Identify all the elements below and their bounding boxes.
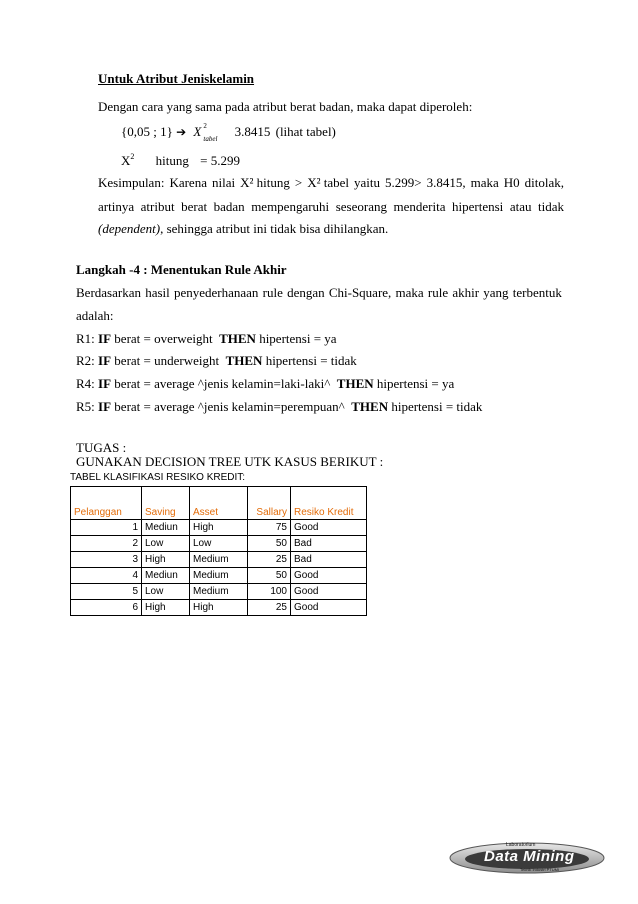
cell-pelanggan: 6 <box>71 600 142 616</box>
cell-asset: Medium <box>190 568 248 584</box>
cell-saving: High <box>142 552 190 568</box>
chi-square-symbol: X 2 tabel <box>193 122 218 143</box>
table-header-row <box>71 487 367 520</box>
cell-pelanggan: 2 <box>71 536 142 552</box>
header-pelanggan: Pelanggan <box>71 487 142 520</box>
cell-resiko: Good <box>291 600 367 616</box>
cell-sallary: 100 <box>248 584 291 600</box>
intro-text: Dengan cara yang sama pada atribut berat badan, maka dapat diperoleh: <box>98 99 473 114</box>
cell-resiko: Good <box>291 520 367 536</box>
logo-bottom-text: Teknik Industri PTUMI <box>520 867 560 872</box>
significance-set: {0,05 ; 1} <box>121 124 173 139</box>
cell-asset: High <box>190 600 248 616</box>
chi-hitung-line: $X^2$ hitung = 5.299 <box>121 152 240 168</box>
cell-resiko: Good <box>291 568 367 584</box>
tugas-subtitle: GUNAKAN DECISION TREE UTK KASUS BERIKUT : <box>76 454 384 469</box>
cell-asset: High <box>190 520 248 536</box>
rule-r1: R1: IF berat = overweight THEN hipertensi = ya <box>76 331 337 346</box>
cell-saving: High <box>142 600 190 616</box>
table-row <box>71 600 367 616</box>
table-row <box>71 568 367 584</box>
cell-resiko: Bad <box>291 552 367 568</box>
data-mining-lab-logo <box>448 840 606 876</box>
cell-sallary: 25 <box>248 600 291 616</box>
tugas-title: TUGAS : <box>76 440 127 455</box>
cell-saving: Mediun <box>142 520 190 536</box>
logo-top-text: Laboratorium <box>506 842 536 848</box>
langkah-title: Langkah -4 : Menentukan Rule Akhir <box>76 262 287 277</box>
cell-sallary: 50 <box>248 536 291 552</box>
chi-table-value: 3.8415 <box>234 124 271 139</box>
cell-saving: Low <box>142 584 190 600</box>
chi-hitung-label: hitung <box>155 153 189 168</box>
table-row <box>71 584 367 600</box>
cell-resiko: Good <box>291 584 367 600</box>
berdasarkan-line: Berdasarkan hasil penyederhanaan rule dengan Chi-Square, maka rule akhir yang terbentuk <box>76 285 562 300</box>
table-row <box>71 520 367 536</box>
kesimpulan-line: Kesimpulan: Karena nilai X² hitung > X² tabel yaitu 5.299> 3.8415, maka H0 ditolak, <box>98 175 564 190</box>
dependent-line: (dependent), sehingga atribut ini tidak bisa dihilangkan. <box>98 221 389 236</box>
cell-saving: Low <box>142 536 190 552</box>
header-sallary: Sallary <box>248 487 291 520</box>
credit-risk-table <box>70 486 367 616</box>
arrow-right-icon: ➔ <box>176 125 187 139</box>
table-row <box>71 552 367 568</box>
rule-r4: R4: IF berat = average ^jenis kelamin=laki-laki^ THEN hipertensi = ya <box>76 376 455 391</box>
rule-r5: R5: IF berat = average ^jenis kelamin=perempuan^ THEN hipertensi = tidak <box>76 399 483 414</box>
header-asset: Asset <box>190 487 248 520</box>
header-saving: Saving <box>142 487 190 520</box>
chi-hitung-value: = 5.299 <box>200 153 240 168</box>
adalah-text: adalah: <box>76 308 114 323</box>
cell-sallary: 25 <box>248 552 291 568</box>
artinya-line: artinya atribut berat badan mempengaruhi seseorang menderita hipertensi atau tidak <box>98 199 564 214</box>
cell-asset: Low <box>190 536 248 552</box>
cell-asset: Medium <box>190 552 248 568</box>
cell-asset: Medium <box>190 584 248 600</box>
cell-resiko: Bad <box>291 536 367 552</box>
rule-r2: R2: IF berat = underweight THEN hipertensi = tidak <box>76 353 357 368</box>
cell-pelanggan: 1 <box>71 520 142 536</box>
cell-pelanggan: 4 <box>71 568 142 584</box>
table-title: TABEL KLASIFIKASI RESIKO KREDIT: <box>70 472 246 483</box>
logo-main-text: Data Mining <box>484 848 575 865</box>
header-resiko-kredit: Resiko Kredit <box>291 487 367 520</box>
cell-pelanggan: 5 <box>71 584 142 600</box>
cell-sallary: 50 <box>248 568 291 584</box>
cell-pelanggan: 3 <box>71 552 142 568</box>
chi-table-note: (lihat tabel) <box>275 124 336 139</box>
cell-sallary: 75 <box>248 520 291 536</box>
table-row <box>71 536 367 552</box>
cell-saving: Mediun <box>142 568 190 584</box>
chi-table-line <box>121 122 336 143</box>
section-title-jenis-kelamin: Untuk Atribut Jeniskelamin <box>98 71 255 86</box>
